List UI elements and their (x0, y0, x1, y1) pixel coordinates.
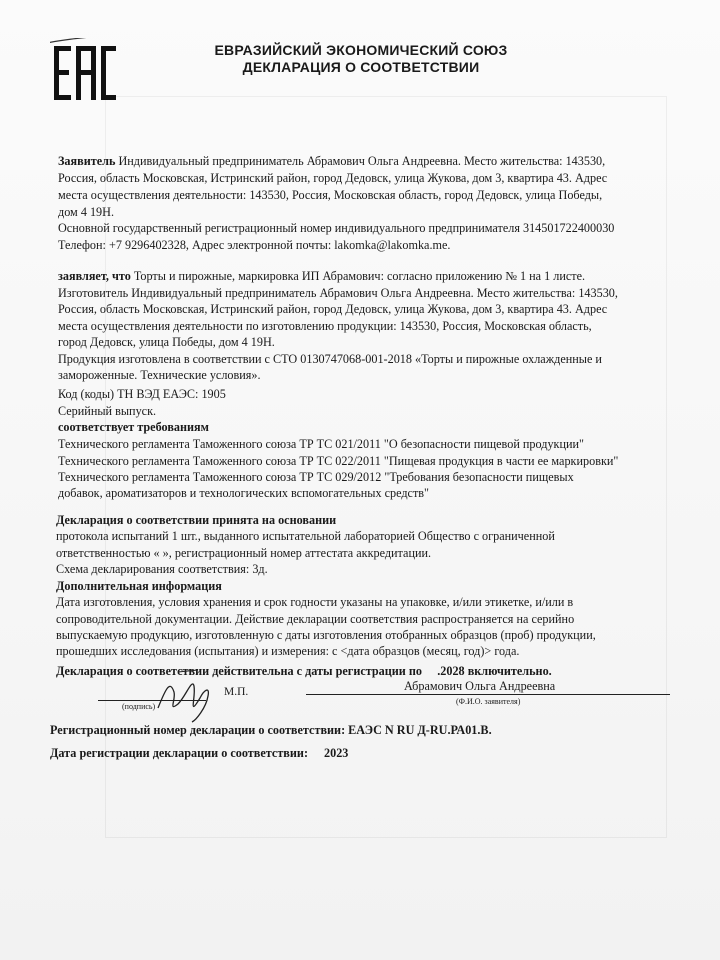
applicant-line-1: Заявитель Индивидуальный предприниматель Абрамович Ольга Андреевна. Место жительства: 143530, (58, 154, 606, 168)
applicant-line-5: Основной государственный регистрационный номер индивидуального предпринимателя 314501722400030 (58, 221, 615, 235)
declares-line-2: Изготовитель Индивидуальный предприниматель Абрамович Ольга Андреевна. Место жительства: 143530, (58, 286, 618, 300)
signature-caption: (подпись) (122, 702, 156, 711)
applicant-line-3: места осуществления деятельности: 143530, Россия, Московская область, город Дедовск, улица Победы, (58, 188, 603, 202)
seal-place-label: М.П. (224, 686, 249, 698)
basis-line-2: ответственностью « », регистрационный номер аттестата аккредитации. (56, 546, 432, 560)
requirements-label: соответствует требованиям (58, 420, 209, 434)
header-declaration-title: ДЕКЛАРАЦИЯ О СООТВЕТСТВИИ (242, 59, 480, 75)
header-union-title: ЕВРАЗИЙСКИЙ ЭКОНОМИЧЕСКИЙ СОЮЗ (214, 42, 508, 58)
hs-code-line: Код (коды) ТН ВЭД ЕАЭС: 1905 (58, 387, 226, 401)
registration-date-value: 2023 (324, 746, 349, 760)
registration-date: Дата регистрации декларации о соответствии: 2023 (50, 746, 349, 760)
document-header (196, 42, 526, 76)
applicant-line-2: Россия, область Московская, Истринский район, город Дедовск, улица Жукова, дом 3, квартира 43. Адрес (58, 171, 608, 185)
basis-line-1: протокола испытаний 1 шт., выданного испытательной лабораторией Общество с ограниченной (56, 529, 555, 543)
basis-line-3: Схема декларирования соответствия: 3д. (56, 562, 268, 576)
declares-line-5: город Дедовск, улица Победы, дом 4 19Н. (58, 335, 275, 349)
validity-line: Декларация о соответствии действительна с даты регистрации по .2028 включительно. (56, 664, 552, 678)
additional-line-3: выпускаемую продукцию, изготовленную с даты изготовления отобранных образцов (проб) продукции, (56, 628, 596, 642)
applicant-line-4: дом 4 19Н. (58, 205, 114, 219)
applicant-label: Заявитель (58, 154, 116, 168)
applicant-line-6: Телефон: +7 9296402328, Адрес электронной почты: lakomka@lakomka.me. (58, 238, 451, 252)
declares-line-7: замороженные. Технические условия». (58, 368, 261, 382)
requirement-line-4: добавок, ароматизаторов и технологических вспомогательных средств" (58, 486, 430, 500)
eac-logo-icon (50, 38, 120, 108)
additional-line-2: сопроводительной документации. Действие декларации соответствия распространяется на серийно (56, 612, 575, 626)
registration-number: Регистрационный номер декларации о соответствии: ЕАЭС N RU Д-RU.РА01.В. (50, 723, 492, 737)
name-caption: (Ф.И.О. заявителя) (456, 697, 521, 706)
requirement-line-2: Технического регламента Таможенного союза ТР ТС 022/2011 "Пищевая продукция в части ее маркировки" (58, 454, 619, 468)
basis-label: Декларация о соответствии принята на основании (56, 513, 337, 527)
requirement-line-3: Технического регламента Таможенного союза ТР ТС 029/2012 "Требования безопасности пищевых (58, 470, 574, 484)
additional-line-1: Дата изготовления, условия хранения и срок годности указаны на упаковке, и/или этикетке, и/или в (56, 595, 574, 609)
name-line (306, 694, 670, 695)
declares-line-1: заявляет, что Торты и пирожные, маркировка ИП Абрамович: согласно приложению № 1 на 1 листе. (58, 269, 586, 283)
serial-line: Серийный выпуск. (58, 404, 157, 418)
declares-label: заявляет, что (58, 269, 131, 283)
signature-line (98, 700, 206, 701)
additional-line-4: прошедших исследования (испытания) и измерения: с <дата образцов (месяц, год)> года. (56, 644, 520, 658)
additional-info-label: Дополнительная информация (56, 579, 222, 593)
declares-line-4: места осуществления деятельности по изготовлению продукции: 143530, Россия, Московская область, (58, 319, 592, 333)
applicant-name: Абрамович Ольга Андреевна (404, 679, 556, 693)
handwritten-signature (148, 668, 228, 724)
requirement-line-1: Технического регламента Таможенного союза ТР ТС 021/2011 "О безопасности пищевой продукции" (58, 437, 585, 451)
declares-line-6: Продукция изготовлена в соответствии с СТО 0130747068-001-2018 «Торты и пирожные охлажденные и (58, 352, 602, 366)
declares-line-3: Россия, область Московская, Истринский район, город Дедовск, улица Жукова, дом 3, квартира 43. Адрес (58, 302, 608, 316)
